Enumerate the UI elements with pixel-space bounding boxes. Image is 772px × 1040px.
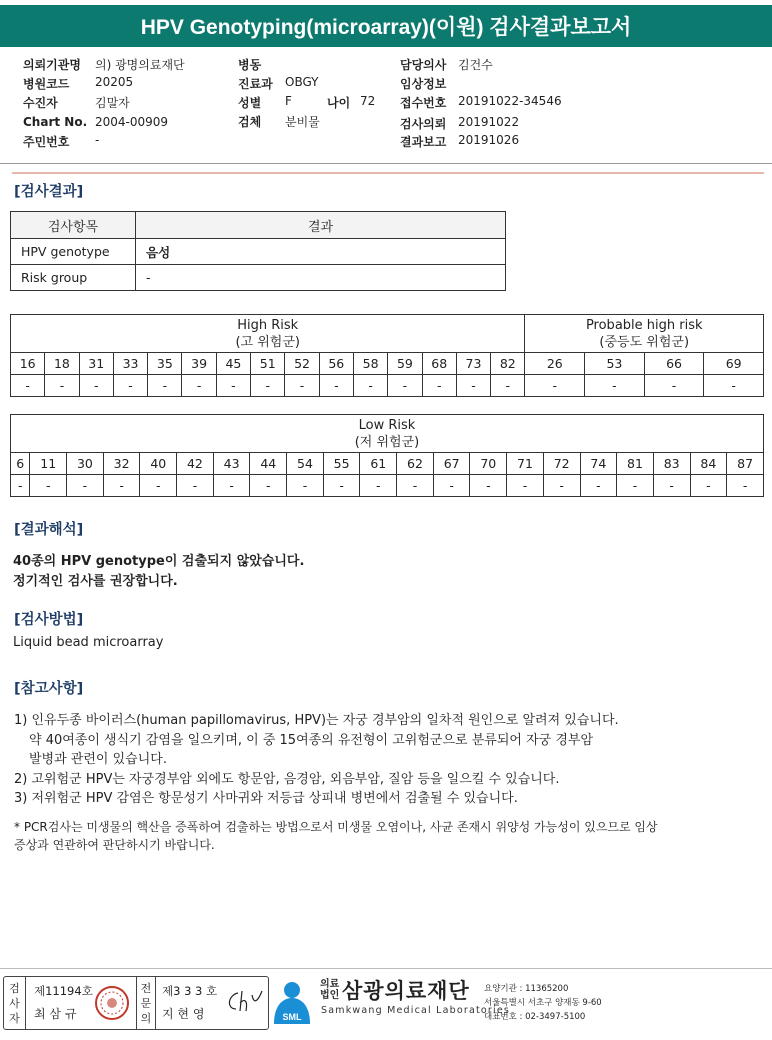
section-reference-title: [참고사항] [14,681,84,697]
result-header-result: 결과 [136,212,506,239]
hpv-result-cell: - [177,475,214,497]
low-risk-types-row [11,453,764,475]
hpv-result-cell: - [727,475,764,497]
hpv-result-cell: - [543,475,580,497]
hpv-result-cell: - [148,375,182,397]
result-table [10,211,506,291]
probable-risk-header [525,315,764,353]
org-english-name: Samkwang Medical Laboratories [321,1005,511,1016]
dept-value: OBGY [285,75,319,89]
hpv-type-cell: 58 [353,353,387,375]
reference-list [14,711,619,809]
request-label: 검사의뢰 [400,117,447,131]
hpv-type-cell: 16 [11,353,45,375]
logo-text: SML [282,1012,302,1022]
recipient-value: 김말자 [95,96,130,110]
low-risk-subtitle: (저 위험군) [354,434,420,450]
org-prefix: 의료 법인 [320,979,340,1001]
ssn-label: 주민번호 [23,135,70,149]
divider [0,968,772,969]
hpv-type-cell: 11 [30,453,67,475]
result-row-item: Risk group [11,265,136,291]
reference-line: 2) 고위험군 HPV는 자궁경부암 외에도 항문암, 음경암, 외음부암, 질암 등을 일으킬 수 있습니다. [14,771,560,787]
institution-label: 의뢰기관명 [23,58,81,72]
patient-info [0,56,772,156]
hpv-type-cell: 33 [113,353,147,375]
hpv-result-cell: - [140,475,177,497]
hpv-type-cell: 45 [216,353,250,375]
hpv-type-cell: 81 [617,453,654,475]
hpv-type-cell: 62 [397,453,434,475]
hpv-result-cell: - [79,375,113,397]
institution-value: 의) 광명의료재단 [95,58,185,72]
hpv-result-cell: - [213,475,250,497]
hpv-type-cell: 61 [360,453,397,475]
sml-logo-icon [270,978,316,1026]
hpv-result-cell: - [182,375,216,397]
age-label: 나이 [327,96,351,110]
result-header-item: 검사항목 [11,212,136,239]
hpv-type-cell: 51 [251,353,285,375]
probable-risk-title: Probable high risk [585,317,703,333]
hpv-result-cell: - [251,375,285,397]
specimen-value: 분비물 [285,115,320,129]
hpv-type-cell: 70 [470,453,507,475]
result-row-value: 음성 [136,239,506,265]
receipt-value: 20191022-34546 [458,94,562,108]
high-risk-subtitle: (고 위험군) [235,334,300,350]
sex-label: 성별 [238,96,262,110]
note-line: 증상과 연관하여 판단하시기 바랍니다. [14,838,215,852]
specialist-license: 제3 3 3 호 [162,984,218,998]
high-risk-header [11,315,525,353]
hpv-result-cell: - [285,375,319,397]
hpv-result-cell: - [653,475,690,497]
hospital-code-label: 병원코드 [23,77,70,91]
hpv-type-cell: 35 [148,353,182,375]
doctor-label: 담당의사 [400,58,447,72]
hpv-result-cell: - [323,475,360,497]
hpv-type-cell: 39 [182,353,216,375]
hpv-result-cell: - [287,475,324,497]
hpv-result-cell: - [704,375,764,397]
signature-icon [224,987,264,1017]
sex-value: F [285,94,292,108]
hpv-type-cell: 56 [319,353,353,375]
table-row [11,239,506,265]
contact-line: 서울특별시 서초구 양재동 9-60 [484,998,602,1008]
hpv-result-cell: - [690,475,727,497]
report-title: HPV Genotyping(microarray)(이원) 검사결과보고서 [0,5,772,47]
reference-line: 발병과 관련이 있습니다. [29,752,167,767]
hpv-result-cell: - [585,375,645,397]
contact-line: 대표번호 : 02-3497-5100 [484,1012,586,1022]
hpv-result-cell: - [11,375,45,397]
recipient-label: 수진자 [23,96,58,110]
request-value: 20191022 [458,115,520,129]
hpv-type-cell: 71 [507,453,544,475]
hpv-result-cell: - [11,475,30,497]
interpretation-line: 정기적인 검사를 권장합니다. [13,574,178,589]
hpv-type-cell: 6 [11,453,30,475]
hpv-result-cell: - [216,375,250,397]
hpv-type-cell: 43 [213,453,250,475]
hpv-result-cell: - [45,375,79,397]
hpv-type-cell: 66 [644,353,704,375]
hpv-result-cell: - [30,475,67,497]
hpv-type-cell: 82 [491,353,525,375]
low-risk-header [11,415,764,453]
hpv-type-cell: 44 [250,453,287,475]
hpv-type-cell: 40 [140,453,177,475]
low-risk-title: Low Risk [358,417,416,433]
signature-box [3,976,269,1030]
high-risk-types-row [11,353,764,375]
hpv-type-cell: 53 [585,353,645,375]
clinical-label: 임상정보 [400,77,447,91]
hpv-result-cell: - [580,475,617,497]
hpv-type-cell: 42 [177,453,214,475]
high-risk-values-row [11,375,764,397]
hpv-type-cell: 67 [433,453,470,475]
probable-risk-subtitle: (중등도 위험군) [599,334,690,350]
hpv-result-cell: - [353,375,387,397]
age-value: 72 [360,94,376,108]
section-method-title: [검사방법] [14,612,84,628]
hpv-result-cell: - [433,475,470,497]
result-row-value: - [136,265,506,291]
hpv-type-cell: 18 [45,353,79,375]
hpv-result-cell: - [617,475,654,497]
hpv-result-cell: - [525,375,585,397]
low-risk-values-row [11,475,764,497]
hpv-type-cell: 54 [287,453,324,475]
doctor-value: 김건수 [458,58,493,72]
ssn-value: - [95,133,100,147]
chart-value: 2004-00909 [95,115,169,129]
examiner-label: 검 사 자 [4,977,26,1029]
divider [12,172,764,174]
hpv-result-cell: - [507,475,544,497]
hpv-result-cell: - [397,475,434,497]
result-row-item: HPV genotype [11,239,136,265]
dept-label: 진료과 [238,77,273,91]
section-interpretation-title: [결과해석] [14,522,84,538]
org-name: 삼광의료재단 [342,979,470,1003]
hpv-result-cell: - [250,475,287,497]
hpv-type-cell: 68 [422,353,456,375]
interpretation-line: 40종의 HPV genotype이 검출되지 않았습니다. [13,554,305,569]
hpv-type-cell: 31 [79,353,113,375]
hpv-type-cell: 73 [456,353,490,375]
hpv-type-cell: 74 [580,453,617,475]
hospital-code-value: 20205 [95,75,134,89]
hpv-type-cell: 72 [543,453,580,475]
reference-line: 약 40여종이 생식기 감염을 일으키며, 이 중 15여종의 유전형이 고위험군으로 분류되어 자궁 경부암 [29,732,594,748]
high-risk-table [10,314,764,397]
hpv-result-cell: - [103,475,140,497]
method-text: Liquid bead microarray [13,635,164,650]
org-contact [484,982,602,1024]
reference-line: 1) 인유두종 바이러스(human papillomavirus, HPV)는 자궁 경부암의 일차적 원인으로 알려져 있습니다. [14,713,619,728]
hpv-type-cell: 26 [525,353,585,375]
hpv-type-cell: 30 [67,453,104,475]
hpv-type-cell: 52 [285,353,319,375]
hpv-type-cell: 83 [653,453,690,475]
ward-label: 병동 [238,58,262,72]
hpv-result-cell: - [644,375,704,397]
report-date-label: 결과보고 [400,135,447,149]
report-date-value: 20191026 [458,133,520,147]
hpv-result-cell: - [422,375,456,397]
hpv-type-cell: 69 [704,353,764,375]
specimen-label: 검체 [238,115,262,129]
section-result-title: [검사결과] [14,184,84,200]
contact-line: 요양기관 : 11365200 [484,984,569,994]
hpv-type-cell: 55 [323,453,360,475]
high-risk-title: High Risk [237,317,299,333]
hpv-result-cell: - [388,375,422,397]
pcr-note [14,818,658,854]
hpv-result-cell: - [456,375,490,397]
hpv-result-cell: - [360,475,397,497]
hpv-result-cell: - [319,375,353,397]
hpv-type-cell: 84 [690,453,727,475]
hpv-result-cell: - [491,375,525,397]
receipt-label: 접수번호 [400,96,447,110]
divider [0,163,772,164]
hpv-result-cell: - [113,375,147,397]
hpv-type-cell: 32 [103,453,140,475]
hpv-result-cell: - [470,475,507,497]
seal-stamp-icon [94,985,130,1021]
note-line: * PCR검사는 미생물의 핵산을 증폭하여 검출하는 방법으로서 미생물 오염이나, 사균 존재시 위양성 가능성이 있으므로 임상 [14,820,658,834]
table-row [11,265,506,291]
chart-label: Chart No. [23,115,88,129]
specialist-name: 지 현 영 [162,1007,205,1021]
specialist-label: 전 문 의 [136,977,156,1029]
hpv-type-cell: 59 [388,353,422,375]
examiner-license: 제11194호 [34,984,93,998]
hpv-result-cell: - [67,475,104,497]
hpv-type-cell: 87 [727,453,764,475]
examiner-name: 최 삼 규 [34,1007,77,1021]
reference-line: 3) 저위험군 HPV 감염은 항문성기 사마귀와 저등급 상피내 병변에서 검출될 수 있습니다. [14,791,518,806]
low-risk-table [10,414,764,497]
